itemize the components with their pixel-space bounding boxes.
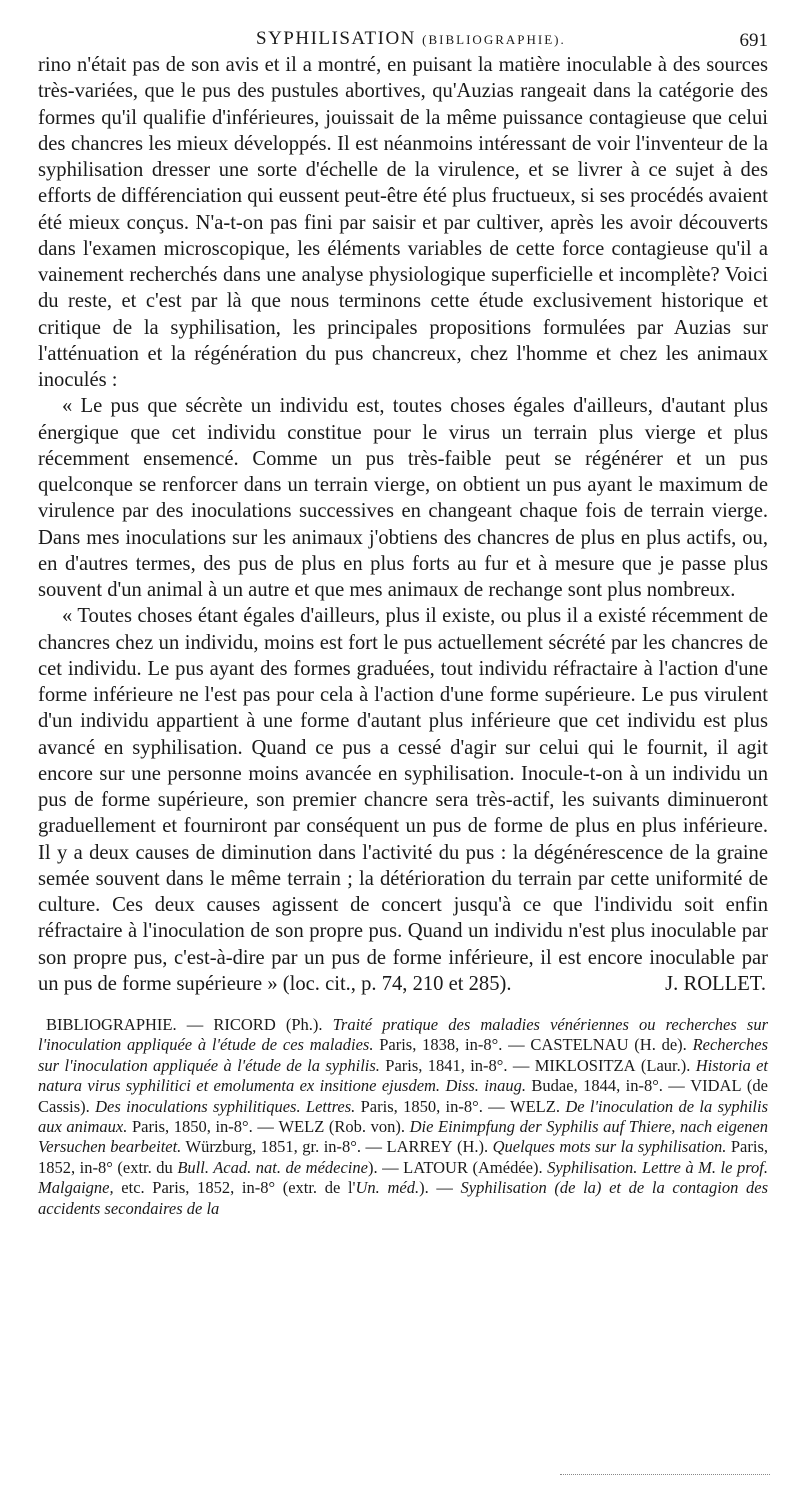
biblio-title: Traité pratique des maladies vénériennes ou recherches sur l'inoculation appliquée à l'étude de ces maladies. — [38, 1015, 768, 1055]
biblio-author: LARREY — [386, 1137, 453, 1157]
biblio-title: Syphilisation (de la) et de la contagion des accidents secondaires de la — [38, 1178, 769, 1218]
biblio-title: Die Einimpfung der Syphilis auf Thiere, nach eigenen Versuchen bearbeitet. — [38, 1117, 768, 1157]
biblio-text: (Laur.). — [635, 1055, 696, 1075]
biblio-text: Paris, 1850, in-8°. — — [127, 1117, 279, 1137]
biblio-author: RICORD — [213, 1015, 276, 1034]
biblio-text: (Rob. von). — [324, 1117, 410, 1137]
author-signature: J. ROLLET. — [665, 972, 766, 995]
biblio-title: Quelques mots sur la syphilisation. — [492, 1137, 727, 1157]
biblio-text: — — [176, 1015, 214, 1034]
biblio-text: etc. Paris, 1852, in-8° (extr. de l' — [113, 1178, 356, 1198]
biblio-author: MIKLOSITZA — [534, 1055, 636, 1075]
running-header — [38, 22, 768, 52]
biblio-title: Syphilisation. Lettre à M. le prof. Malgaigne, — [38, 1157, 768, 1198]
biblio-text: Paris, 1850, in-8°. — — [355, 1096, 511, 1116]
biblio-author: WELZ. — [510, 1096, 560, 1116]
biblio-text: Paris, 1852, in-8° (extr. du — [38, 1137, 768, 1177]
bibliography-heading: BIBLIOGRAPHIE. — [46, 1015, 177, 1034]
biblio-title: Historia et natura virus syphilitici et emolumenta ex insitione ejusdem. Diss. inaug. — [38, 1055, 768, 1096]
biblio-journal: Un. méd. — [355, 1178, 420, 1198]
biblio-text: ). — — [367, 1157, 404, 1177]
biblio-text: Paris, 1838, in-8°. — — [373, 1035, 531, 1055]
biblio-text: Paris, 1841, in-8°. — — [379, 1055, 535, 1075]
paragraph-3-text: « Toutes choses étant égales d'ailleurs, plus il existe, ou plus il a existé récemment de chancres chez un individu, moins est fort le pus actuellement sécrété par les chancres de cet individu. Le pus ayant des formes graduées, tout individu réfractaire à l'action d'une forme inférieure ne l'est pas pour cela à l'action d'une forme supérieure. Le pus virulent d'un individu appartient à une forme d'autant plus inférieure que cet individu est plus avancé en syphilisation. Quand ce pus a cessé d'agir sur celui qui le fournit, il agit encore sur une personne moins avancée en syphilisation. Inocule-t-on à un individu un pus de forme supérieure, son premier chancre sera très-actif, les suivants diminueront graduellement et fourniront par conséquent un pus de forme de plus en plus inférieure. Il y a deux causes de diminution dans l'activité du pus : la dégénérescence de la graine semée souvent dans le même terrain ; la détérioration du terrain par cette uniformité de culture. Ces deux causes agissent de concert jusqu'à ce que l'individu soit enfin réfractaire à l'inoculation de son propre pus. Quand un individu n'est plus inoculable par son propre pus, c'est-à-dire par un pus de forme inférieure, il est encore inoculable par un pus de forme supérieure » (loc. cit., p. 74, 210 et 285). — [38, 605, 768, 995]
paragraph-2-quotation: « Le pus que sécrète un individu est, toutes choses égales d'ailleurs, d'autant plus énergique que cet individu constitue pour le virus un terrain plus vierge et plus récemment ensemencé. Comme un pus très-faible peut se régénérer et un pus quelconque se renforcer dans un terrain vierge, on obtient un pus ayant le maximum de virulence par des inoculations successives en changeant chaque fois de terrain vierge. Dans mes inoculations sur les animaux j'obtiens des chancres de plus en plus actifs, ou, en d'autres termes, des pus de plus en plus forts au fur et à mesure que je passe plus souvent d'un animal à un autre et que mes animaux de rechange sont plus nombreux. — [38, 395, 768, 601]
biblio-text: (H.). — [452, 1137, 493, 1157]
paragraph-1: rino n'était pas de son avis et il a montré, en puisant la matière inoculable à des sources très-variées, que le pus des pustules abortives, qu'Auzias rangeait dans la catégorie des formes qu'il qualifie d'inférieures, jouissait de la même puissance contagieuse que celui des chancres les mieux développés. Il est néanmoins intéressant de voir l'inventeur de la syphilisation dresser une sorte d'échelle de la virulence, et se livrer à ce sujet à des efforts de différenciation qui eussent peut-être été plus fructueux, si ses procédés avaient été mieux conçus. N'a-t-on pas fini par saisir et par cultiver, après les avoir découverts dans l'examen microscopique, les éléments variables de cette force contagieuse qu'il a vainement recherchés dans une analyse physiologique superficielle et incomplète? Voici du reste, et c'est par là que nous terminons cette étude exclusivement historique et critique de la syphilisation, les principales propositions formulées par Auzias sur l'atténuation et la régénération du pus chancreux, chez l'homme et chez les animaux inoculés : — [38, 54, 768, 391]
biblio-author: VIDAL — [690, 1076, 742, 1096]
biblio-author: CASTELNAU — [530, 1035, 629, 1055]
running-title-section: (BIBLIOGRAPHIE). — [422, 32, 566, 47]
page-number: 691 — [739, 30, 768, 51]
biblio-title: Des inoculations syphilitiques. Lettres. — [95, 1096, 356, 1116]
biblio-journal: Bull. Acad. nat. de médecine — [177, 1157, 368, 1177]
biblio-text: (Ph.). — [275, 1015, 333, 1034]
biblio-author: WELZ — [278, 1117, 325, 1137]
bibliography — [38, 1015, 768, 1219]
document-page — [38, 22, 768, 1219]
biblio-text: (H. de). — [628, 1035, 693, 1055]
running-title — [256, 28, 566, 50]
biblio-text: Würzburg, 1851, gr. in-8°. — — [181, 1137, 387, 1157]
biblio-text: (de Cassis). — [38, 1076, 768, 1116]
footer-dotted-rule — [560, 1474, 770, 1475]
biblio-text: Budae, 1844, in-8°. — — [526, 1076, 691, 1096]
biblio-title: De l'inoculation de la syphilis aux animaux. — [38, 1096, 769, 1137]
biblio-text: ). — — [419, 1178, 461, 1198]
biblio-text: (Amédée). — [467, 1157, 548, 1177]
biblio-title: Recherches sur l'inoculation appliquée à l'étude de la syphilis. — [38, 1035, 768, 1075]
article-body — [38, 52, 768, 997]
biblio-author: LATOUR — [403, 1157, 468, 1177]
paragraph-3-quotation — [38, 603, 768, 997]
running-title-main: SYPHILISATION — [256, 28, 416, 49]
